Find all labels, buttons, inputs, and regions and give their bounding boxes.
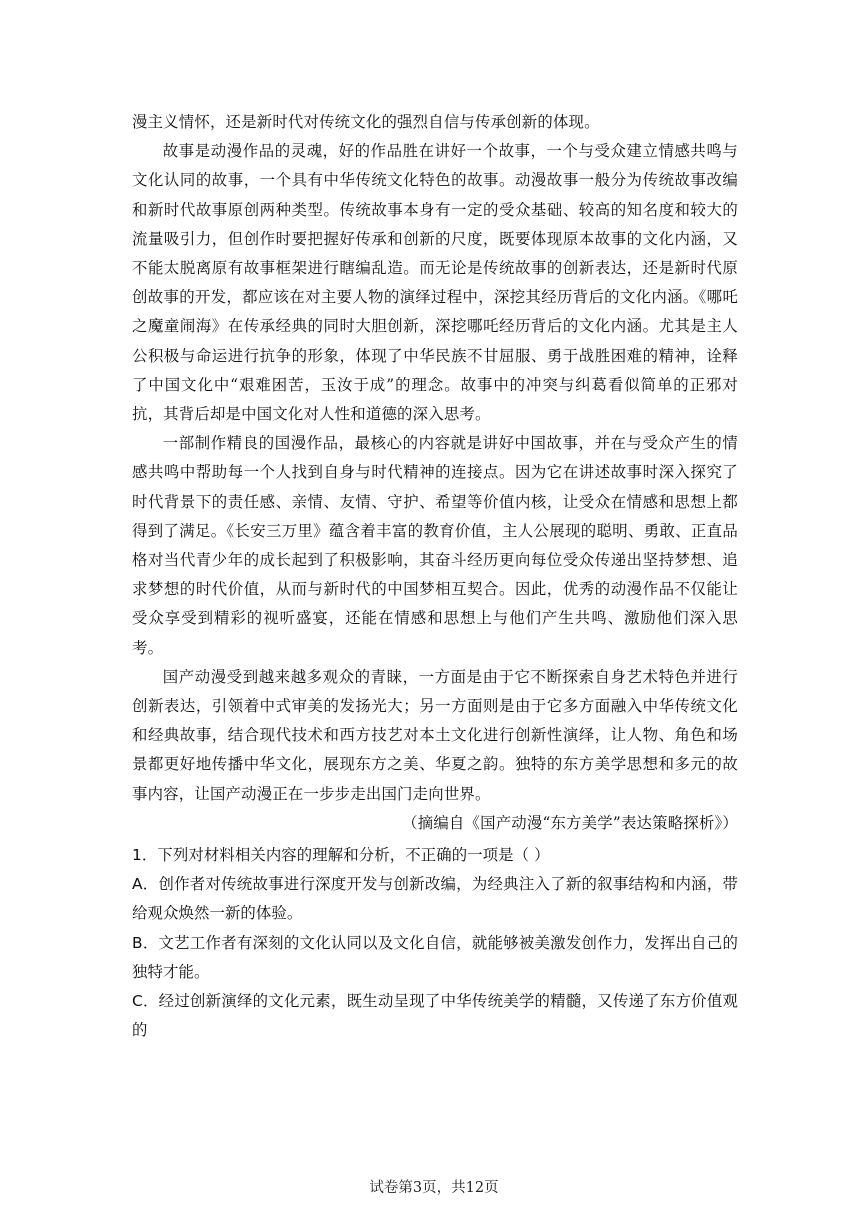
source-citation: （摘编自《国产动漫“东方美学”表达策略探析》） bbox=[402, 813, 738, 832]
option-a: A．创作者对传统故事进行深度开发与创新改编，为经典注入了新的叙事结构和内涵，带给观众焕然一新的体验。 bbox=[132, 875, 738, 923]
option-c: C．经过创新演绎的文化元素，既生动呈现了中华传统美学的精髓，又传递了东方价值观的 bbox=[132, 992, 738, 1040]
paragraph-continuation: 漫主义情怀，还是新时代对传统文化的强烈自信与传承创新的体现。 bbox=[132, 113, 600, 131]
paragraph-popularity: 国产动漫受到越来越多观众的青睐，一方面是由于它不断探索自身艺术特色并进行创新表达，引领着中式审美的发扬光大；另一方面则是由于它多方面融入中华传统文化和经典故事，结合现代技术和西方技艺对本土文化进行创新性演绎，让人物、角色和场景都更好地传播中华文化，展现东方之美、华夏之韵。独特的东方美学思想和多元的故事内容，让国产动漫正在一步步走出国门走向世界。 bbox=[132, 667, 738, 803]
option-b: B．文艺工作者有深刻的文化认同以及文化自信，就能够被美激发创作力，发挥出自己的独特才能。 bbox=[132, 933, 738, 981]
page-footer: 试卷第3页，共12页 bbox=[369, 1180, 499, 1196]
question-stem: 1．下列对材料相关内容的理解和分析，不正确的一项是（ ） bbox=[132, 846, 550, 865]
paragraph-story-soul: 故事是动漫作品的灵魂，好的作品胜在讲好一个故事，一个与受众建立情感共鸣与文化认同的故事，一个具有中华传统文化特色的故事。动漫故事一般分为传统故事改编和新时代故事原创两种类型。传统故事本身有一定的受众基础、较高的知名度和较大的流量吸引力，但创作时要把握好传承和创新的尺度，既要体现原本故事的文化内涵，又不能太脱离原有故事框架进行瞎编乱造。而无论是传统故事的创新表达，还是新时代原创故事的开发，都应该在对主要人物的演绎过程中，深挖其经历背后的文化内涵。《哪吒之魔童闹海》在传承经典的同时大胆创新，深挖哪吒经历背后的文化内涵。尤其是主人公积极与命运进行抗争的形象，体现了中华民族不甘屈服、勇于战胜困难的精神，诠释了中国文化中“艰难困苦，玉汝于成”的理念。故事中的冲突与纠葛看似简单的正邪对抗，其背后却是中国文化对人性和道德的深入思考。 bbox=[132, 142, 738, 424]
exam-page-content bbox=[132, 108, 738, 1046]
paragraph-china-story: 一部制作精良的国漫作品，最核心的内容就是讲好中国故事，并在与受众产生的情感共鸣中帮助每一个人找到自身与时代精神的连接点。因为它在讲述故事时深入探究了时代背景下的责任感、亲情、友情、守护、希望等价值内核，让受众在情感和思想上都得到了满足。《长安三万里》蕴含着丰富的教育价值，主人公展现的聪明、勇敢、正直品格对当代青少年的成长起到了积极影响，其奋斗经历更向每位受众传递出坚持梦想、追求梦想的时代价值，从而与新时代的中国梦相互契合。因此，优秀的动漫作品不仅能让受众享受到精彩的视听盛宴，还能在情感和思想上与他们产生共鸣、激励他们深入思考。 bbox=[132, 434, 738, 657]
